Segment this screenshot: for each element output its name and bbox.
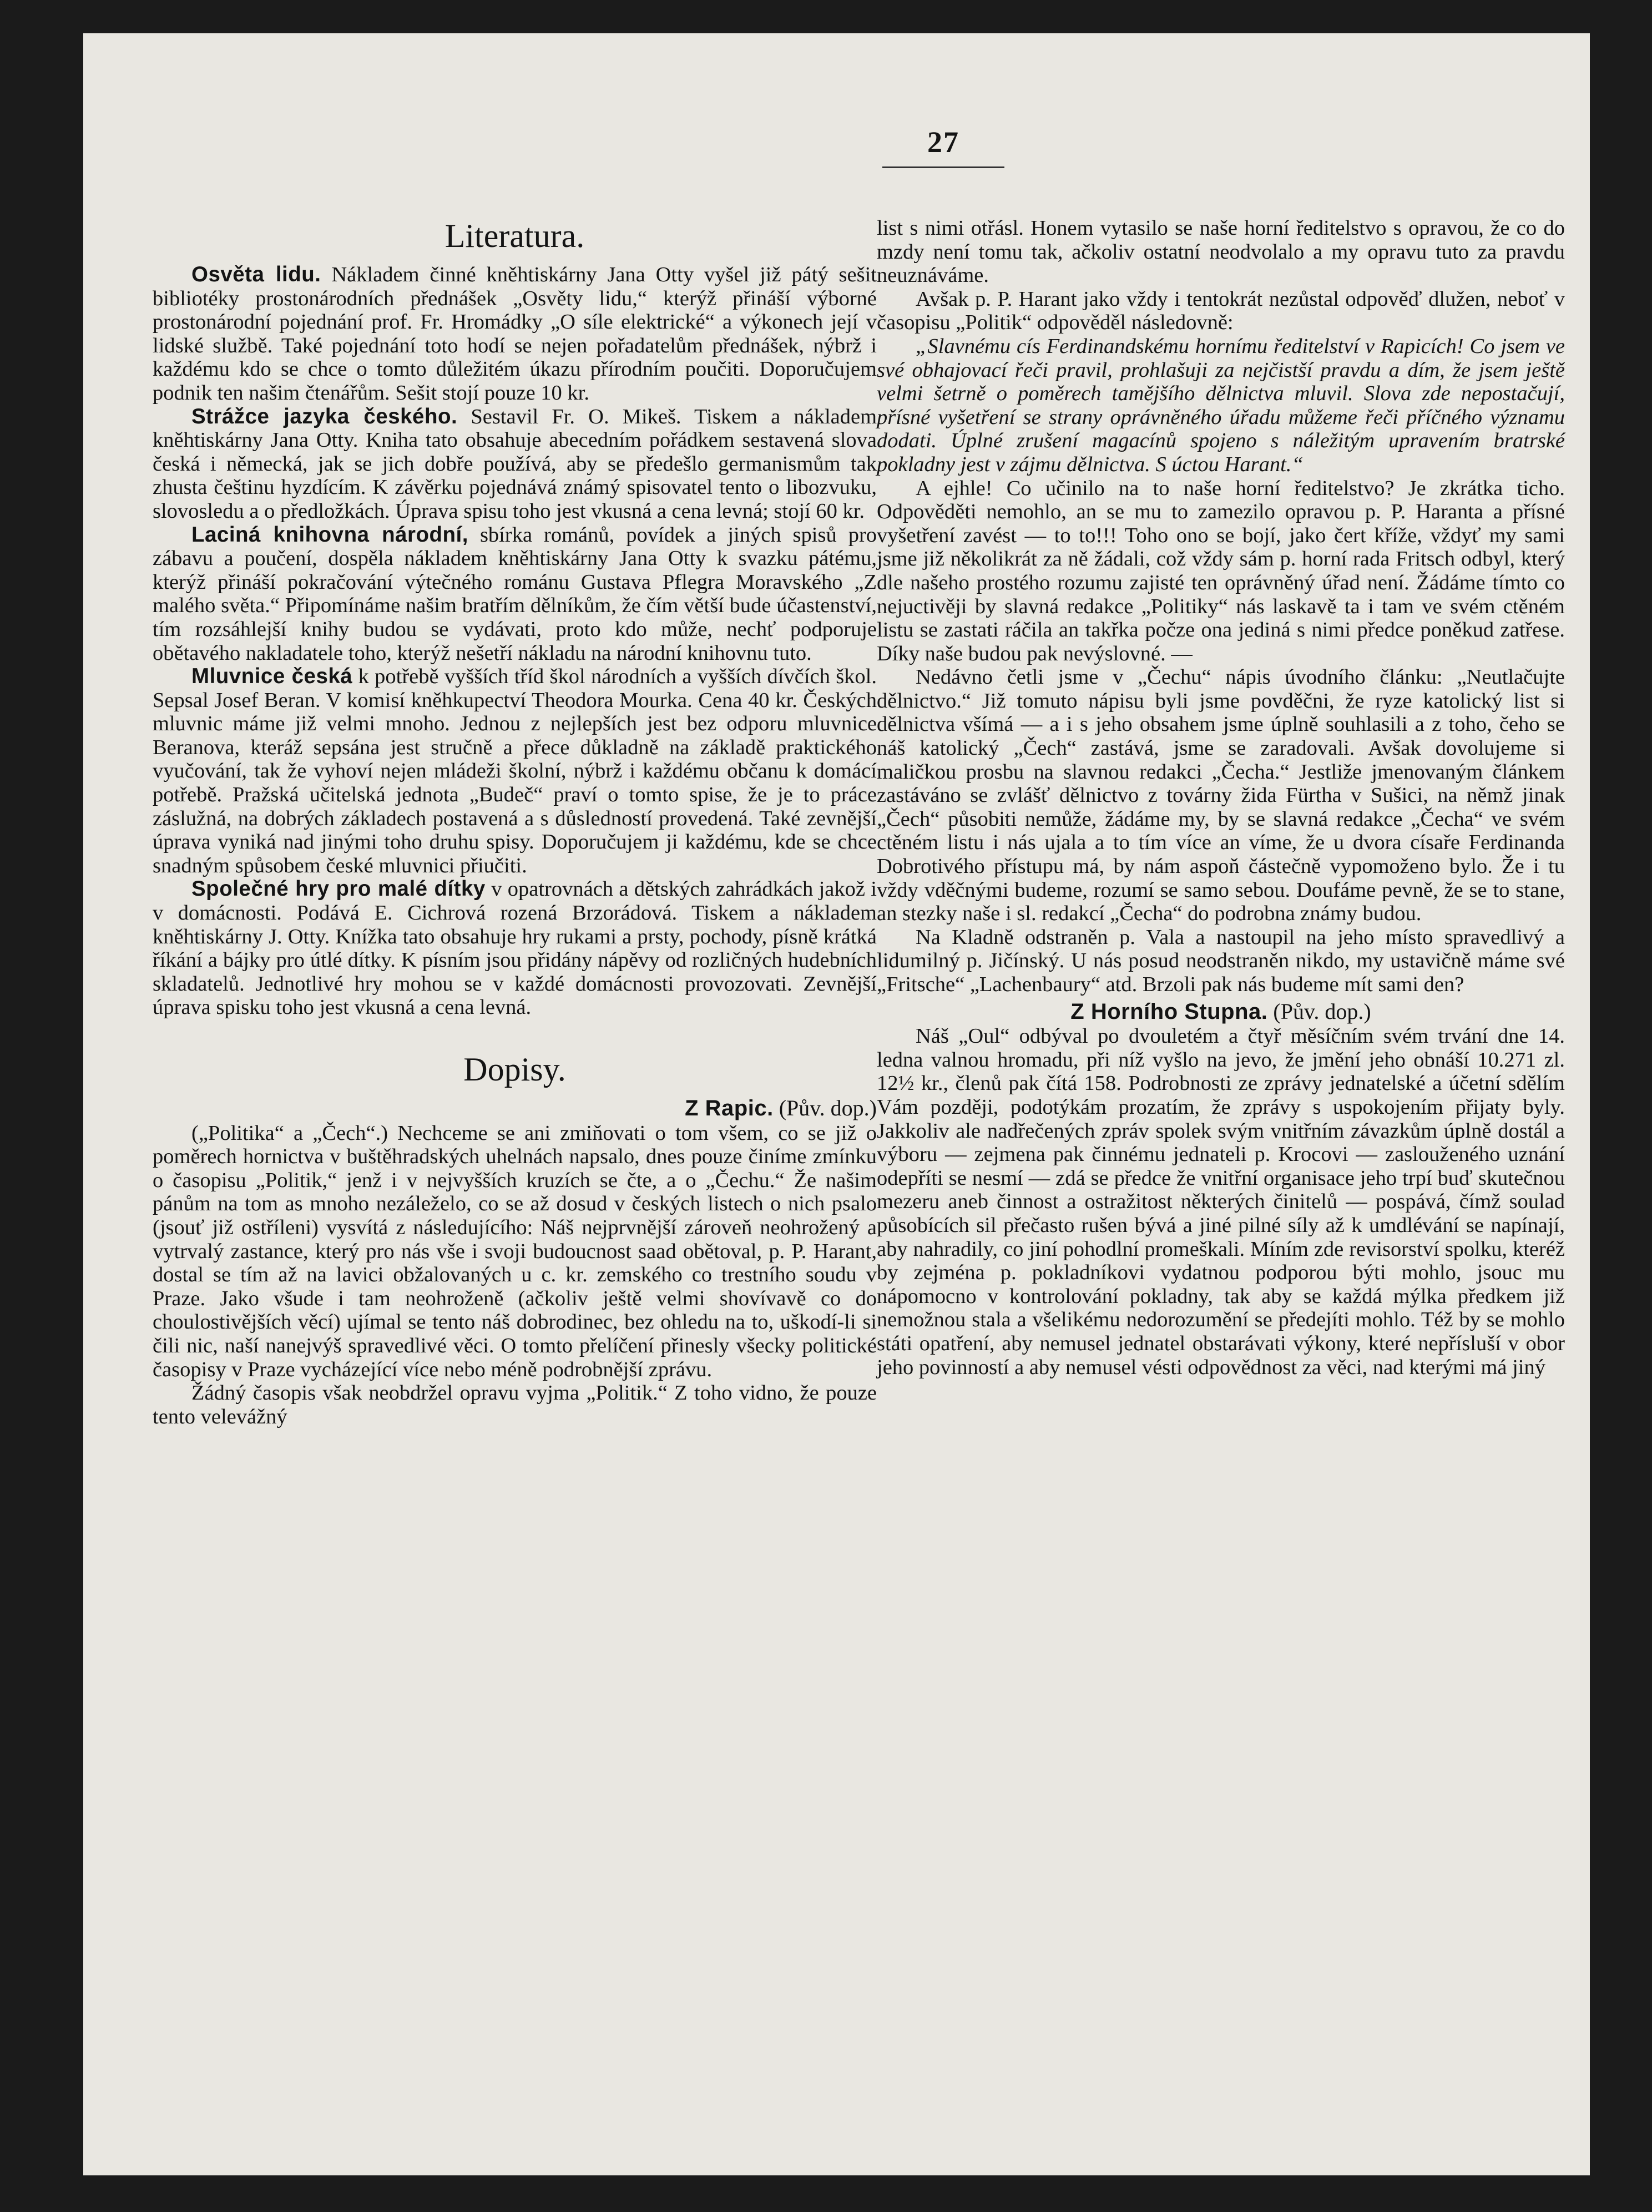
right-paragraph-5: Nedávno četli jsme v „Čechu“ nápis úvodního článku: „Neutlačujte dělnictvo.“ Již tomuto nápisu byli jsme povděčni, že ryze katolický list si dělnictva všímá — a i s jeho obsahem jsme úplně souhlasili a z toho, čeho se náš katolický „Čech“ zastává, jsme se zaradovali. Avšak dovolujeme si maličkou prosbu na slavnou redakci „Čecha.“ Jestliže jmenovaným článkem zastáváno se zvlášť dělnictvo z továrny žida Fürtha v Sušici, na němž jinak „Čech“ působiti nemůže, žádáme my, by se slavná redakce „Čecha“ ve svém ctěném listu i nás ujala a to tím více an víme, že u dvora císaře Ferdinanda Dobrotivého přístupu má, by nám aspoň částečně vypomoženo bylo. Že i tu vždy vděčnými budeme, rozumí se samo sebou. Doufáme pevně, že se to stane, an stezky naše i sl. redakcí „Čecha“ do podrobna známy budou. bbox=[877, 665, 1565, 926]
hry-body: v opatrovnách a dětských zahrádkách jakož i v domácnosti. Podává E. Cichrová rozená Brzorádová. Tiskem a nákladem kněhtiskárny J. Otty. Knížka tato obsahuje hry rukami a prsty, pochody, písně krátká říkání a bájky pro útlé dítky. K písním jsou přidány nápěvy od rozličných hudebních skladatelů. Jednotlivé hry mohou se v každé domácnosti provozovati. Zevnější úprava spisku toho jest vkusná a cena levná. bbox=[153, 877, 877, 1019]
page-number-rule bbox=[882, 166, 1004, 168]
osveta-body: Nákladem činné kněhtiskárny Jana Otty vyšel již pátý sešit bibliotéky prostonárodních přednášek „Osvěty lidu,“ kterýž přináší výborné prostonárodní pojednání prof. Fr. Hromádky „O síle elektrické“ a výkonech její v lidské službě. Také pojednání toto hodí se nejen pořadatelům přednášek, nýbrž i každému kdo se chce o tomto důležitém úkazu přírodním poučiti. Doporučujem podnik ten našim čtenářům. Sešit stojí pouze 10 kr. bbox=[153, 263, 877, 405]
osveta-entry bbox=[153, 263, 877, 405]
mluvnice-entry bbox=[153, 665, 877, 877]
dopisy-heading: Dopisy. bbox=[463, 1051, 566, 1088]
literatura-heading: Literatura. bbox=[444, 218, 585, 254]
right-paragraph-3: „Slavnému cís Ferdinandskému hornímu ředitelství v Rapicích! Co jsem ve své obhajovací řeči pravil, prohlašuji za nejčistší pravdu a dím, že jsem ještě velmi šetrně o poměrech tamějšího dělnictva mluvil. Slova zde nepostačují, přísné vyšetření se strany oprávněného úřadu můžeme řeči příčného významu dodati. Úplné zrušení magacínů spojeno s náležitým upravením bratrské pokladny jest v zájmu dělnictva. S úctou Harant.“ bbox=[877, 334, 1565, 476]
stupna-note: (Pův. dop.) bbox=[1273, 998, 1371, 1024]
mluvnice-body: k potřebě vyšších tříd škol národních a vyšších dívčích škol. Sepsal Josef Beran. V komisí kněhkupectví Theodora Mourka. Cena 40 kr. Českých mluvnic máme již velmi mnoho. Jednou z nejlepších jest bez odporu mluvnice Beranova, kteráž sepsána jest stručně a přece důkladně na základě praktického vyučování, tak že vyhoví nejen mládeži školní, nýbrž i každému občanu k domácí potřebě. Pražská učitelská jednota „Budeč“ praví o tomto spise, že je to práce záslužná, na dobrých základech postavená a s důsledností provedená. Také zevnější úprava vyniká nad jinými toho druhu spisy. Doporučujem ji každému, kde se chce snadným spůsobem české mluvnici přiučiti. bbox=[153, 665, 877, 877]
rapic-title: Z Rapic. bbox=[685, 1096, 774, 1120]
rapic-paragraph-1: („Politika“ a „Čech“.) Nechceme se ani zmiňovati o tom všem, co se již o poměrech hornictva v buštěhradských uhelnách napsalo, dnes pouze činíme zmínku o časopisu „Politik,“ jenž i v nejvyšších kruzích se čte, a o „Čechu.“ Že našim pánům na tom as mnoho nezáleželo, co se až dosud v českých listech o nich psalo (jsouť již ostříleni) vysvítá z následujícího: Náš nejprvnější zároveň neohrožený a vytrvalý zastance, který pro nás vše i svoji budoucnost saad obětoval, p. P. Harant, dostal se tím až na lavici obžalovaných u c. kr. zemského co trestního soudu v Praze. Jako všude i tam neohroženě (ačkoliv ještě velmi shovívavě co do choulostivějších věcí) ujímal se tento náš dobrodinec, bez ohledu na to, uškodí-li si čili nic, naší nanejvýš spravedlivé věci. O tomto přelíčení přinesly všecky politické časopisy v Praze vycházející více nebo méně podrobnější zprávu. bbox=[153, 1121, 877, 1381]
left-column bbox=[153, 216, 877, 1428]
hry-entry bbox=[153, 877, 877, 1019]
rapic-subheading bbox=[153, 1097, 877, 1120]
levna-title: Laciná knihovna národní, bbox=[191, 522, 468, 547]
straze-entry bbox=[153, 405, 877, 523]
page-number: 27 bbox=[927, 125, 959, 159]
levna-entry bbox=[153, 523, 877, 665]
straze-body: Sestavil Fr. O. Mikeš. Tiskem a nákladem kněhtiskárny Jana Otty. Kniha tato obsahuje abecedním pořádkem sestavená slova česká i německá, jak se jich dobře používá, aby se předešlo germanismům tak zhusta češtinu hyzdícím. K závěrku pojednává známý spisovatel tento o libozvuku, slovosledu a o předložkách. Úprava spisu toho jest vkusná a cena levná; stojí 60 kr. bbox=[153, 405, 877, 523]
levna-body: sbírka románů, povídek a jiných spisů pro zábavu a poučení, dospěla nákladem kněhtiskárny Jana Otty k svazku pátému, kterýž přináší pokračování výtečného románu Gustava Pflegra Moravského „Z malého světa.“ Připomínáme našim bratřím dělníkům, že čím větší bude účastenství, tím rozsáhlejší knihy budou se vydávati, proto kdo může, nechť podporuje obětavého nakladatele toho, kterýž nešetří nákladu na národní knihovnu tuto. bbox=[153, 523, 877, 665]
right-paragraph-1: list s nimi otřásl. Honem vytasilo se naše horní ředitelstvo s opravou, že co do mzdy není tomu tak, ačkoliv ostatní neodvolalo a my opravu tuto za pravdu neuznáváme. bbox=[877, 216, 1565, 287]
rapic-note: (Pův. dop.) bbox=[779, 1095, 877, 1120]
newspaper-page bbox=[83, 33, 1590, 2175]
right-column bbox=[877, 216, 1565, 1379]
right-paragraph-2: Avšak p. P. Harant jako vždy i tentokrát nezůstal odpověď dlužen, neboť v časopisu „Politik“ odpověděl následovně: bbox=[877, 287, 1565, 335]
stupna-subheading bbox=[877, 1000, 1565, 1024]
rapic-paragraph-2: Žádný časopis však neobdržel opravu vyjma „Politik.“ Z toho vidno, že pouze tento velevážný bbox=[153, 1381, 877, 1428]
right-paragraph-4: A ejhle! Co učinilo na to naše horní ředitelstvo? Je zkrátka ticho. Odpověděti nemohlo, an se mu to zamezilo opravou p. P. Haranta a přísné vyšetření zavést — to to!!! Toho ono se bojí, jako čert kříže, vždyť my sami jsme již několikrát za ně žádali, což vždy sám p. horní rada Fritsch odbyl, který dle našeho prostého rozumu zajisté ten oprávněný úřad není. Žádáme tímto co nejuctivěji by slavná redakce „Politiky“ nás laskavě ta i tam ve svém ctěném listu se zastati ráčila an takřka počze ona jediná s nimi předce poněkud zatřese. Díky naše budou pak nevýslovné. — bbox=[877, 476, 1565, 665]
mluvnice-title: Mluvnice česká bbox=[191, 664, 353, 689]
osveta-title: Osvěta lidu. bbox=[191, 262, 321, 286]
right-paragraph-6: Na Kladně odstraněn p. Vala a nastoupil na jeho místo spravedlivý a lidumilný p. Jičínský. U nás posud neodstraněn nikdo, my ustavičně máme své „Fritsche“ „Lachenbaury“ atd. Brzoli pak nás budeme mít sami den? bbox=[877, 925, 1565, 996]
stupna-paragraph-1: Náš „Oul“ odbýval po dvouletém a čtyř měsíčním svém trvání dne 14. ledna valnou hromadu, při níž vyšlo na jevo, že jmění jeho obnáší 10.271 zl. 12½ kr., členů pak čítá 158. Podrobnosti ze zprávy jednatelské a účetní sdělím Vám později, podotýkám prozatím, že zprávy s uspokojením přijaty byly. Jakkoliv ale nadřečených zpráv spolek svým vnitřním závazkům úplně dostál a výboru — zejmena pak činnému jednateli p. Krocovi — zaslouženého uznání odepříti se nesmí — zdá se předce že vnitřní organisace jeho trpí buď skutečnou mezeru aneb činnost a ostražitost některých činitelů — pospává, čímž soulad působících sil přečasto rušen bývá a jiné pilné síly až k umdlévání se napínají, aby nahradily, co jiní pohodlní promeškali. Míním zde revisorství spolku, kteréž by zejména p. pokladníkovi vydatnou podporou býti mohlo, jsouc mu nápomocno v kontrolování pokladny, tak aby se každá mýlka předkem již nemožnou stala a všelikému nedorozumění se předejíti mohlo. Též by se mohlo státi opatření, aby nemusel jednatel obstarávati výkony, které nepřísluší v obor jeho povinností a aby nemusel vésti odpovědnost za věci, nad kterými má jiný bbox=[877, 1024, 1565, 1379]
straze-title: Strážce jazyka českého. bbox=[191, 404, 458, 428]
stupna-title: Z Horního Stupna. bbox=[1070, 999, 1268, 1024]
hry-title: Společné hry pro malé dítky bbox=[191, 877, 486, 901]
